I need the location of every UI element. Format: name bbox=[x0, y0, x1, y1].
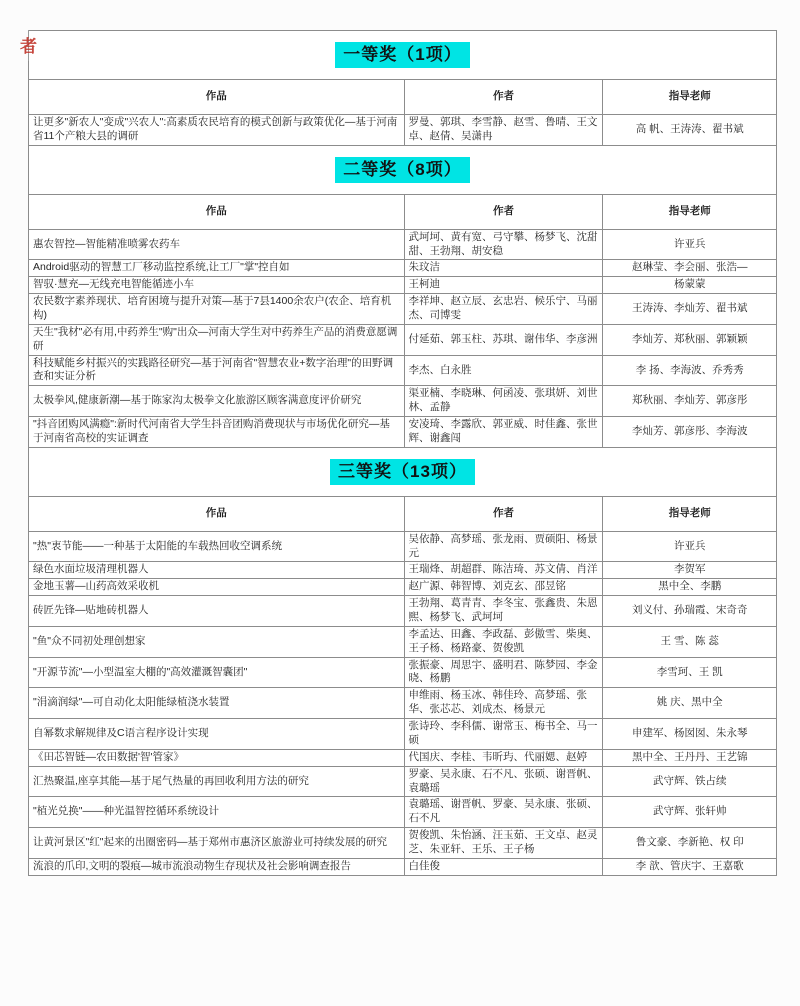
table-row bbox=[29, 562, 777, 579]
table-row bbox=[29, 115, 777, 146]
authors-cell: 渠亚楠、李晓琳、何函凌、张琪妍、刘世林、孟静 bbox=[404, 386, 603, 417]
authors-cell: 贺俊凯、朱怡涵、汪玉茹、王文卓、赵灵芝、朱亚轩、王乐、王子杨 bbox=[404, 828, 603, 859]
authors-cell: 安凌琦、李露欣、郭亚威、时佳鑫、张世辉、谢鑫闯 bbox=[404, 417, 603, 448]
advisor-cell: 李雪珂、王 凯 bbox=[603, 657, 777, 688]
column-header-work: 作品 bbox=[29, 496, 405, 531]
work-cell: "植光兑换"——种光温智控循环系统设计 bbox=[29, 797, 405, 828]
work-cell: 农民数字素养现状、培育困境与提升对策—基于7县1400余农户(农企、培育机构) bbox=[29, 294, 405, 325]
advisor-cell: 武守辉、铁占续 bbox=[603, 766, 777, 797]
work-cell: 砖匠先锋—贴地砖机器人 bbox=[29, 596, 405, 627]
advisor-cell: 李灿芳、郭彦彤、李海波 bbox=[603, 417, 777, 448]
work-cell: 惠农智控—智能精准喷雾农药车 bbox=[29, 229, 405, 260]
advisor-cell: 李贺军 bbox=[603, 562, 777, 579]
table-row bbox=[29, 277, 777, 294]
work-cell: 绿色水面垃圾清理机器人 bbox=[29, 562, 405, 579]
table-row bbox=[29, 386, 777, 417]
authors-cell: 张诗玲、李科儒、谢常玉、梅书全、马一硕 bbox=[404, 719, 603, 750]
advisor-cell: 武守辉、张轩帅 bbox=[603, 797, 777, 828]
authors-cell: 申维雨、杨玉冰、韩佳玲、高梦瑶、张华、张芯芯、刘成杰、杨景元 bbox=[404, 688, 603, 719]
table-row bbox=[29, 828, 777, 859]
advisor-cell: 王涛涛、李灿芳、翟书斌 bbox=[603, 294, 777, 325]
column-header-row bbox=[29, 194, 777, 229]
advisor-cell: 李灿芳、郑秋丽、郭颖颖 bbox=[603, 324, 777, 355]
section-banner-row bbox=[29, 447, 777, 496]
table-row bbox=[29, 719, 777, 750]
authors-cell: 代国庆、李桂、韦昕玙、代丽媤、赵婷 bbox=[404, 749, 603, 766]
table-row bbox=[29, 858, 777, 875]
advisor-cell: 黑中全、李鹏 bbox=[603, 579, 777, 596]
work-cell: 金地玉薯—山药高效采收机 bbox=[29, 579, 405, 596]
table-row bbox=[29, 596, 777, 627]
authors-cell: 王柯迪 bbox=[404, 277, 603, 294]
advisor-cell: 赵琳莹、李会丽、张浩— bbox=[603, 260, 777, 277]
section-banner-cell bbox=[29, 145, 777, 194]
advisor-cell: 刘义付、孙瑞霞、宋奇奇 bbox=[603, 596, 777, 627]
advisor-cell: 申建军、杨囡囡、朱永琴 bbox=[603, 719, 777, 750]
section-banner-cell bbox=[29, 447, 777, 496]
column-header-advisors: 指导老师 bbox=[603, 496, 777, 531]
table-row bbox=[29, 688, 777, 719]
table-row bbox=[29, 417, 777, 448]
authors-cell: 付延茹、郭玉柱、苏琪、谢伟华、李彦洲 bbox=[404, 324, 603, 355]
table-row bbox=[29, 260, 777, 277]
advisor-cell: 许亚兵 bbox=[603, 229, 777, 260]
work-cell: "涓滴润绿"—可自动化太阳能绿植浇水装置 bbox=[29, 688, 405, 719]
advisor-cell: 许亚兵 bbox=[603, 531, 777, 562]
table-row bbox=[29, 579, 777, 596]
work-cell: 智驭·慧充—无线充电智能循迹小车 bbox=[29, 277, 405, 294]
work-cell: Android驱动的智慧工厂移动监控系统,让工厂"掌"控自如 bbox=[29, 260, 405, 277]
work-cell: 汇热聚温,座享其能—基于尾气热量的再回收利用方法的研究 bbox=[29, 766, 405, 797]
table-row bbox=[29, 294, 777, 325]
section-banner-cell bbox=[29, 31, 777, 80]
column-header-advisors: 指导老师 bbox=[603, 80, 777, 115]
section-banner-row bbox=[29, 145, 777, 194]
work-cell: "抖音团购风满瘾":新时代河南省大学生抖音团购消费现状与市场优化研究—基于河南省高校的实证调查 bbox=[29, 417, 405, 448]
section-title: 三等奖（13项） bbox=[330, 459, 475, 485]
authors-cell: 罗曼、郭琪、李雪静、赵雪、鲁晴、王文卓、赵倩、吴潇冉 bbox=[404, 115, 603, 146]
authors-cell: 李祥坤、赵立辰、玄忠岩、候乐宁、马丽杰、司博雯 bbox=[404, 294, 603, 325]
work-cell: 天生"我材"必有用,中药养生"购"出众—河南大学生对中药养生产品的消费意愿调研 bbox=[29, 324, 405, 355]
column-header-row bbox=[29, 80, 777, 115]
authors-cell: 白佳俊 bbox=[404, 858, 603, 875]
table-row bbox=[29, 324, 777, 355]
column-header-authors: 作者 bbox=[404, 496, 603, 531]
column-header-work: 作品 bbox=[29, 80, 405, 115]
table-row bbox=[29, 626, 777, 657]
red-watermark-glyph: 者 bbox=[20, 37, 37, 56]
authors-cell: 李杰、白永胜 bbox=[404, 355, 603, 386]
work-cell: 让黄河景区"红"起来的出圈密码—基于郑州市惠济区旅游业可持续发展的研究 bbox=[29, 828, 405, 859]
work-cell: 太极拳风,健康新潮—基于陈家沟太极拳文化旅游区顾客满意度评价研究 bbox=[29, 386, 405, 417]
authors-cell: 罗豪、吴永康、石不凡、张硕、谢晋帆、袁璐瑶 bbox=[404, 766, 603, 797]
advisor-cell: 李 歆、管庆宇、王嘉歌 bbox=[603, 858, 777, 875]
advisor-cell: 杨蒙蒙 bbox=[603, 277, 777, 294]
work-cell: "热"衷节能——一种基于太阳能的车载热回收空调系统 bbox=[29, 531, 405, 562]
column-header-authors: 作者 bbox=[404, 194, 603, 229]
work-cell: "开源节流"—小型温室大棚的"高效灌溉智囊团" bbox=[29, 657, 405, 688]
advisor-cell: 李 扬、李海波、乔秀秀 bbox=[603, 355, 777, 386]
authors-cell: 张振豪、周思宇、盛明君、陈梦园、李金晓、杨鹏 bbox=[404, 657, 603, 688]
section-title: 二等奖（8项） bbox=[335, 157, 469, 183]
authors-cell: 袁璐瑶、谢晋帆、罗豪、吴永康、张硕、石不凡 bbox=[404, 797, 603, 828]
advisor-cell: 高 帆、王涛涛、翟书斌 bbox=[603, 115, 777, 146]
authors-cell: 朱玟洁 bbox=[404, 260, 603, 277]
authors-cell: 王勃翔、葛青青、李冬宝、张鑫贵、朱恩熙、杨梦飞、武坷坷 bbox=[404, 596, 603, 627]
work-cell: "鱼"众不同初处理创想家 bbox=[29, 626, 405, 657]
table-row bbox=[29, 766, 777, 797]
authors-cell: 王瑞烽、胡超群、陈洁琦、苏文倩、肖洋 bbox=[404, 562, 603, 579]
section-banner-row bbox=[29, 31, 777, 80]
advisor-cell: 姚 庆、黑中全 bbox=[603, 688, 777, 719]
advisor-cell: 郑秋丽、李灿芳、郭彦彤 bbox=[603, 386, 777, 417]
table-row bbox=[29, 797, 777, 828]
authors-cell: 吴依静、高梦瑶、张龙雨、贾硕阳、杨景元 bbox=[404, 531, 603, 562]
table-row bbox=[29, 355, 777, 386]
work-cell: 《田芯智链—农田数据'智'管家》 bbox=[29, 749, 405, 766]
work-cell: 让更多"新农人"变成"兴农人":高素质农民培育的模式创新与政策优化—基于河南省11个产粮大县的调研 bbox=[29, 115, 405, 146]
authors-cell: 赵广源、韩智博、刘克玄、邵昱铭 bbox=[404, 579, 603, 596]
section-title: 一等奖（1项） bbox=[335, 42, 469, 68]
work-cell: 自幂数求解规律及C语言程序设计实现 bbox=[29, 719, 405, 750]
column-header-work: 作品 bbox=[29, 194, 405, 229]
work-cell: 科技赋能乡村振兴的实践路径研究—基于河南省"智慧农业+数字治理"的田野调查和实证分析 bbox=[29, 355, 405, 386]
column-header-row bbox=[29, 496, 777, 531]
authors-cell: 武坷坷、黄有宽、弓守攀、杨梦飞、沈甜甜、王勃翔、胡安稳 bbox=[404, 229, 603, 260]
table-row bbox=[29, 749, 777, 766]
advisor-cell: 鲁文豪、李新艳、权 印 bbox=[603, 828, 777, 859]
authors-cell: 李孟达、田鑫、李政磊、彭傲雪、柴奥、王子杨、杨路豪、贺俊凯 bbox=[404, 626, 603, 657]
table-row bbox=[29, 531, 777, 562]
table-row bbox=[29, 229, 777, 260]
work-cell: 流浪的爪印,文明的裂痕—城市流浪动物生存现状及社会影响调查报告 bbox=[29, 858, 405, 875]
table-row bbox=[29, 657, 777, 688]
advisor-cell: 黑中全、王丹丹、王艺锦 bbox=[603, 749, 777, 766]
advisor-cell: 王 雪、陈 蕊 bbox=[603, 626, 777, 657]
column-header-advisors: 指导老师 bbox=[603, 194, 777, 229]
column-header-authors: 作者 bbox=[404, 80, 603, 115]
award-table bbox=[28, 30, 777, 876]
